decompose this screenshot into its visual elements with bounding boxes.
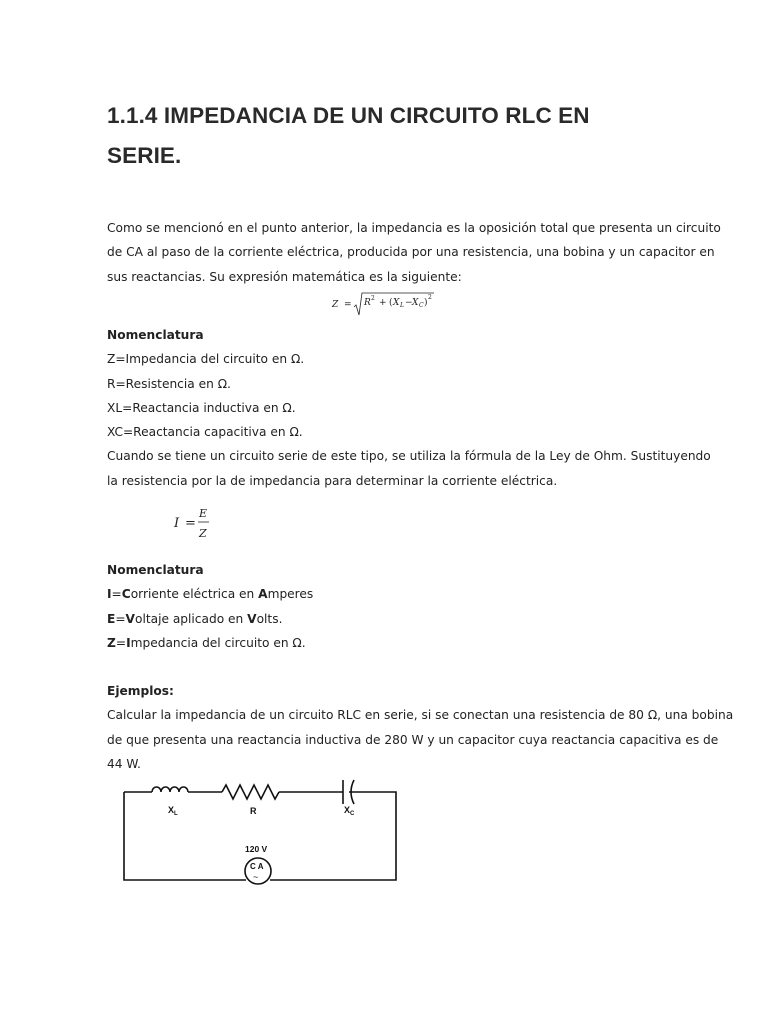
label-xl: $X_L$	[168, 805, 178, 817]
ohm-line: Cuando se tiene un circuito serie de este tipo, se utiliza la fórmula de la Ley de Ohm. Sustituyendo	[107, 449, 711, 464]
label-xc: $X_C$	[344, 805, 355, 817]
text: mperes	[267, 587, 314, 602]
formula-minus: −	[405, 298, 413, 308]
wire-left	[124, 792, 246, 880]
examples-heading: Ejemplos:	[107, 684, 174, 698]
text: oltaje aplicado en	[134, 611, 248, 626]
example-line: de que presenta una reactancia inductiva de 280 W y un capacitor cuya reactancia capacitiva es de	[107, 732, 719, 747]
initial: V	[247, 611, 257, 626]
text: =	[111, 587, 122, 602]
text: orriente eléctrica en	[130, 587, 259, 602]
rlc-circuit-diagram	[118, 776, 408, 888]
label-r: R	[250, 806, 257, 816]
formula-xl: X	[393, 298, 400, 308]
text: olts.	[256, 611, 283, 626]
initial: A	[258, 587, 268, 602]
formula-r: R	[364, 298, 371, 308]
intro-line: de CA al paso de la corriente eléctrica, producida por una resistencia, una bobina y un capacitor en	[107, 245, 715, 260]
formula-xc-sub: C	[419, 302, 424, 309]
symbol: Z	[107, 635, 116, 650]
formula-plus: +	[379, 298, 387, 308]
symbol: E	[107, 611, 116, 626]
initial: I	[126, 635, 131, 650]
wire-top-right	[270, 792, 396, 880]
nomenclature-item	[107, 607, 667, 631]
section-title: 1.1.4 IMPEDANCIA DE UN CIRCUITO RLC EN SERIE.	[107, 103, 590, 168]
nomenclature-item: XC=Reactancia capacitiva en Ω.	[107, 425, 303, 440]
example-line: 44 W.	[107, 756, 141, 771]
formula-e: E	[199, 507, 208, 520]
example-line: Calcular la impedancia de un circuito RLC en serie, si se conectan una resistencia de 80 Ω, una bobina	[107, 708, 734, 723]
nomenclature-list-1	[107, 323, 711, 493]
text: =	[115, 611, 126, 626]
nomenclature-item: R=Resistencia en Ω.	[107, 376, 231, 391]
formula-xl-sub: L	[400, 302, 404, 309]
symbol: I	[107, 587, 112, 602]
resistor-symbol	[222, 785, 279, 799]
initial: V	[125, 611, 135, 626]
inductor-symbol	[152, 787, 188, 792]
formula-equals: =	[185, 516, 196, 531]
formula-i: I	[174, 516, 180, 531]
nomenclature-list-2	[107, 558, 667, 655]
nomenclature-heading: Nomenclatura	[107, 563, 204, 577]
text: =	[115, 635, 127, 650]
formula-z: Z	[332, 300, 339, 310]
examples-section	[107, 679, 734, 776]
text: mpedancia del circuito en Ω.	[130, 635, 306, 650]
source-voltage-label: 120 V	[245, 844, 268, 854]
nomenclature-item	[107, 582, 667, 606]
intro-line: sus reactancias. Su expresión matemática es la siguiente:	[107, 269, 462, 284]
formula-outer-square: 2	[428, 294, 432, 301]
nomenclature-heading: Nomenclatura	[107, 328, 204, 342]
formula-r-square: 2	[371, 295, 375, 302]
formula-equals: =	[344, 300, 352, 310]
impedance-formula	[330, 289, 450, 319]
formula-z: Z	[199, 527, 207, 540]
initial: C	[121, 587, 131, 602]
ohm-line: la resistencia por la de impedancia para determinar la corriente eléctrica.	[107, 473, 558, 488]
ohm-law-formula	[170, 502, 220, 542]
nomenclature-item: XL=Reactancia inductiva en Ω.	[107, 400, 296, 415]
nomenclature-item	[107, 631, 667, 655]
ac-wave-icon: ~	[253, 872, 259, 882]
nomenclature-item: Z=Impedancia del circuito en Ω.	[107, 352, 305, 367]
formula-open-paren: (	[389, 298, 393, 308]
intro-paragraph	[107, 216, 721, 289]
formula-close-paren: )	[424, 298, 428, 308]
intro-line: Como se mencionó en el punto anterior, la impedancia es la oposición total que presenta un circuito	[107, 221, 721, 235]
source-label: C A	[250, 862, 264, 871]
formula-xc: X	[412, 298, 419, 308]
